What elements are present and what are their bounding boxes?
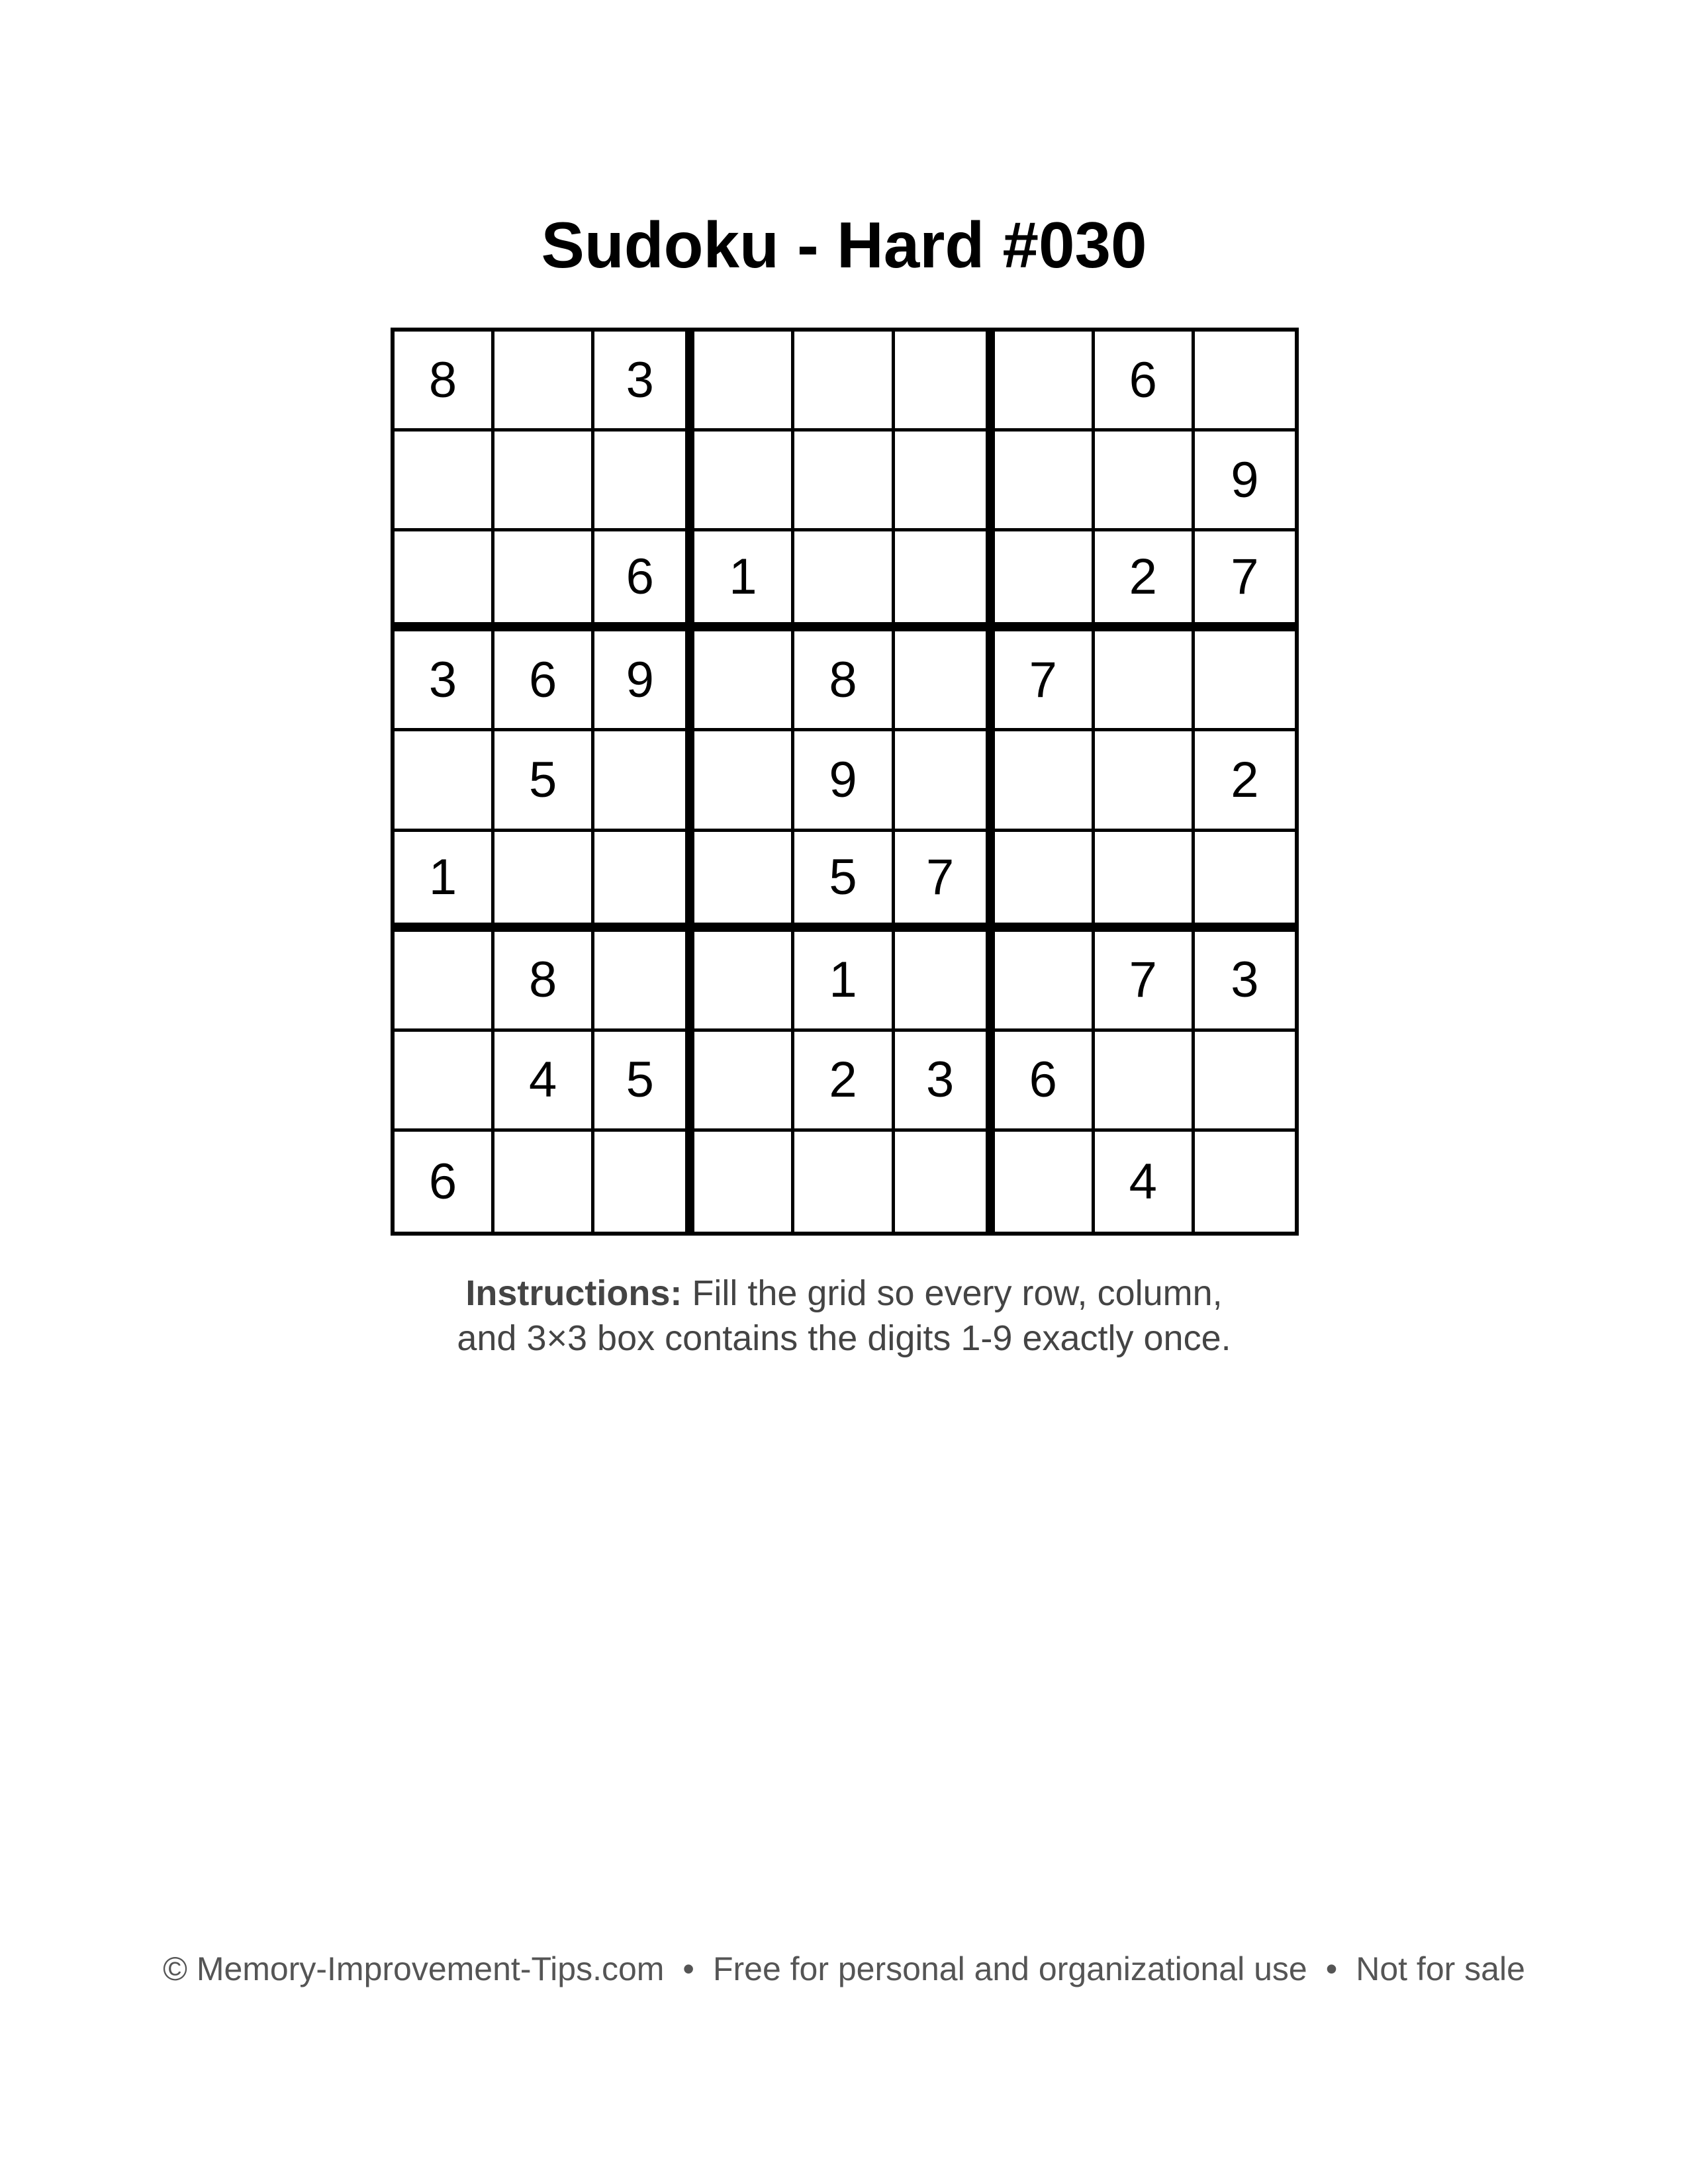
footer-copyright: © Memory-Improvement-Tips.com	[163, 1950, 665, 1987]
given-cell-r2c9: 9	[1195, 432, 1295, 531]
given-cell-r4c3: 9	[594, 631, 694, 731]
instructions-text-2: and 3×3 box contains the digits 1-9 exactly once.	[457, 1318, 1231, 1358]
empty-cell-r2c8[interactable]	[1095, 432, 1195, 531]
given-cell-r6c6: 7	[895, 832, 995, 932]
footer-separator-1: •	[682, 1950, 694, 1987]
empty-cell-r7c6[interactable]	[895, 932, 995, 1032]
footer	[0, 1949, 1688, 1989]
given-cell-r5c5: 9	[794, 731, 894, 831]
empty-cell-r2c4[interactable]	[694, 432, 794, 531]
given-cell-r8c2: 4	[494, 1032, 594, 1132]
empty-cell-r9c7[interactable]	[995, 1132, 1095, 1232]
empty-cell-r6c8[interactable]	[1095, 832, 1195, 932]
empty-cell-r4c9[interactable]	[1195, 631, 1295, 731]
given-cell-r7c5: 1	[794, 932, 894, 1032]
empty-cell-r6c3[interactable]	[594, 832, 694, 932]
given-cell-r3c9: 7	[1195, 531, 1295, 631]
empty-cell-r8c1[interactable]	[395, 1032, 494, 1132]
given-cell-r9c1: 6	[395, 1132, 494, 1232]
given-cell-r9c8: 4	[1095, 1132, 1195, 1232]
empty-cell-r5c3[interactable]	[594, 731, 694, 831]
empty-cell-r9c2[interactable]	[494, 1132, 594, 1232]
given-cell-r8c5: 2	[794, 1032, 894, 1132]
empty-cell-r2c5[interactable]	[794, 432, 894, 531]
empty-cell-r4c4[interactable]	[694, 631, 794, 731]
given-cell-r4c7: 7	[995, 631, 1095, 731]
empty-cell-r4c6[interactable]	[895, 631, 995, 731]
given-cell-r5c9: 2	[1195, 731, 1295, 831]
given-cell-r1c8: 6	[1095, 332, 1195, 432]
empty-cell-r3c1[interactable]	[395, 531, 494, 631]
footer-usage: Free for personal and organizational use	[712, 1950, 1307, 1987]
empty-cell-r1c7[interactable]	[995, 332, 1095, 432]
empty-cell-r2c2[interactable]	[494, 432, 594, 531]
empty-cell-r1c6[interactable]	[895, 332, 995, 432]
empty-cell-r3c6[interactable]	[895, 531, 995, 631]
instructions-line-1	[0, 1271, 1688, 1316]
empty-cell-r5c1[interactable]	[395, 731, 494, 831]
given-cell-r4c1: 3	[395, 631, 494, 731]
empty-cell-r3c5[interactable]	[794, 531, 894, 631]
empty-cell-r8c9[interactable]	[1195, 1032, 1295, 1132]
footer-separator-2: •	[1325, 1950, 1338, 1987]
puzzle-title: Sudoku - Hard #030	[541, 208, 1147, 281]
empty-cell-r9c6[interactable]	[895, 1132, 995, 1232]
sudoku-grid	[391, 328, 1299, 1236]
empty-cell-r9c4[interactable]	[694, 1132, 794, 1232]
empty-cell-r7c4[interactable]	[694, 932, 794, 1032]
given-cell-r7c9: 3	[1195, 932, 1295, 1032]
empty-cell-r9c3[interactable]	[594, 1132, 694, 1232]
given-cell-r8c3: 5	[594, 1032, 694, 1132]
empty-cell-r5c7[interactable]	[995, 731, 1095, 831]
given-cell-r7c8: 7	[1095, 932, 1195, 1032]
empty-cell-r5c6[interactable]	[895, 731, 995, 831]
given-cell-r8c7: 6	[995, 1032, 1095, 1132]
given-cell-r1c1: 8	[395, 332, 494, 432]
given-cell-r4c2: 6	[494, 631, 594, 731]
empty-cell-r6c2[interactable]	[494, 832, 594, 932]
given-cell-r1c3: 3	[594, 332, 694, 432]
instructions	[0, 1271, 1688, 1361]
empty-cell-r8c4[interactable]	[694, 1032, 794, 1132]
given-cell-r4c5: 8	[794, 631, 894, 731]
empty-cell-r2c1[interactable]	[395, 432, 494, 531]
empty-cell-r7c7[interactable]	[995, 932, 1095, 1032]
given-cell-r6c1: 1	[395, 832, 494, 932]
empty-cell-r9c5[interactable]	[794, 1132, 894, 1232]
empty-cell-r6c4[interactable]	[694, 832, 794, 932]
given-cell-r3c8: 2	[1095, 531, 1195, 631]
empty-cell-r5c8[interactable]	[1095, 731, 1195, 831]
empty-cell-r4c8[interactable]	[1095, 631, 1195, 731]
empty-cell-r3c7[interactable]	[995, 531, 1095, 631]
empty-cell-r2c3[interactable]	[594, 432, 694, 531]
empty-cell-r7c1[interactable]	[395, 932, 494, 1032]
empty-cell-r6c7[interactable]	[995, 832, 1095, 932]
empty-cell-r2c7[interactable]	[995, 432, 1095, 531]
empty-cell-r1c5[interactable]	[794, 332, 894, 432]
empty-cell-r9c9[interactable]	[1195, 1132, 1295, 1232]
given-cell-r3c4: 1	[694, 531, 794, 631]
instructions-label: Instructions:	[465, 1273, 682, 1313]
empty-cell-r1c4[interactable]	[694, 332, 794, 432]
given-cell-r5c2: 5	[494, 731, 594, 831]
empty-cell-r5c4[interactable]	[694, 731, 794, 831]
given-cell-r8c6: 3	[895, 1032, 995, 1132]
empty-cell-r3c2[interactable]	[494, 531, 594, 631]
footer-sale: Not for sale	[1356, 1950, 1525, 1987]
empty-cell-r8c8[interactable]	[1095, 1032, 1195, 1132]
given-cell-r6c5: 5	[794, 832, 894, 932]
given-cell-r7c2: 8	[494, 932, 594, 1032]
empty-cell-r2c6[interactable]	[895, 432, 995, 531]
empty-cell-r6c9[interactable]	[1195, 832, 1295, 932]
instructions-text-1: Fill the grid so every row, column,	[682, 1273, 1223, 1313]
given-cell-r3c3: 6	[594, 531, 694, 631]
empty-cell-r7c3[interactable]	[594, 932, 694, 1032]
empty-cell-r1c9[interactable]	[1195, 332, 1295, 432]
empty-cell-r1c2[interactable]	[494, 332, 594, 432]
